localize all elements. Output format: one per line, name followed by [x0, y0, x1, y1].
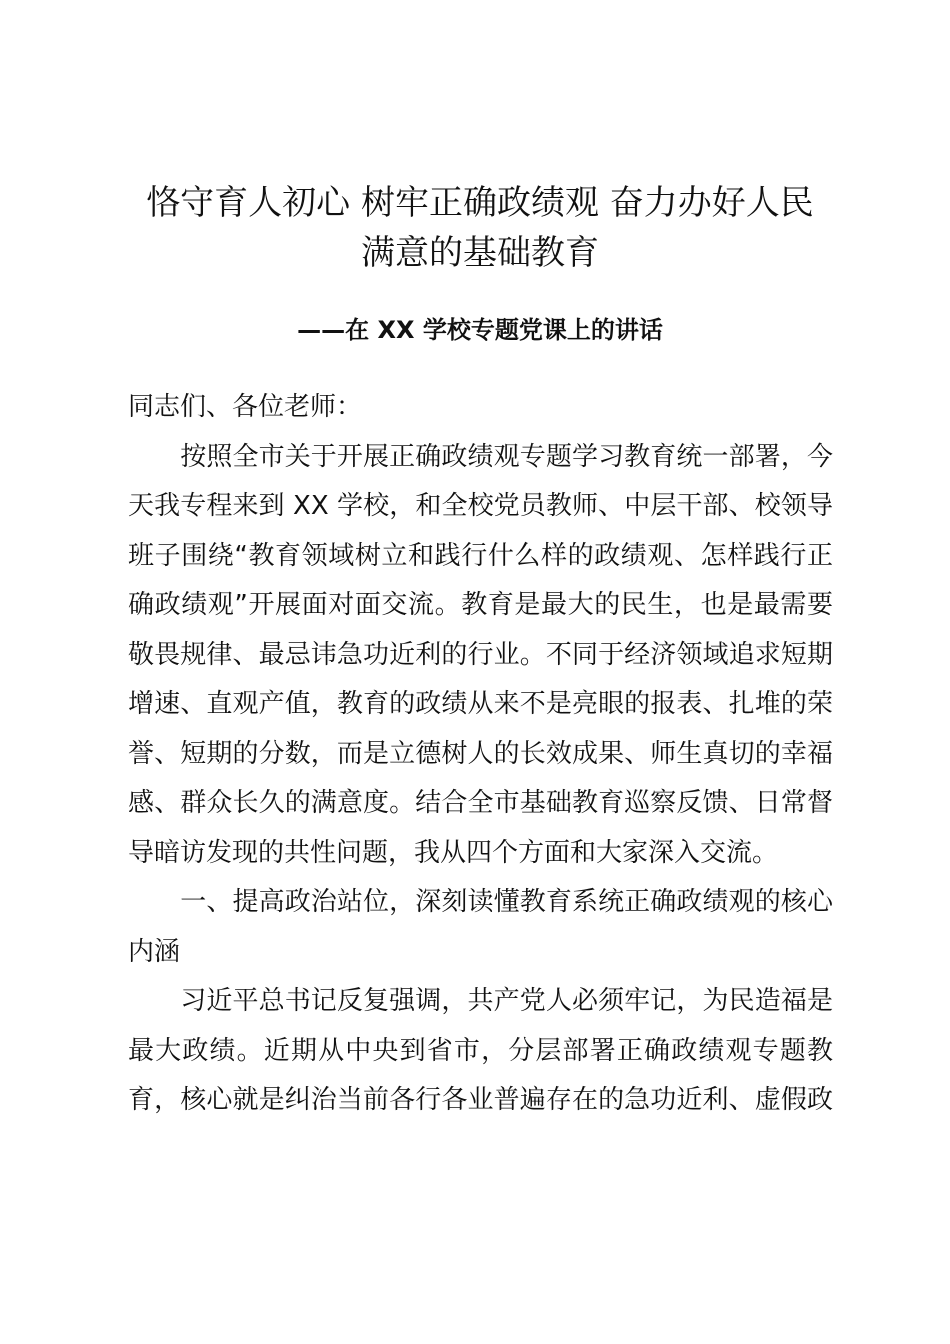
- text-line: 最大政绩。近期从中央到省市，分层部署正确政绩观专题教: [128, 1035, 833, 1066]
- section-heading-1: [128, 878, 833, 977]
- paragraph-section-1: [128, 977, 833, 1126]
- text-line: 感、群众长久的满意度。结合全市基础教育巡察反馈、日常督: [128, 788, 833, 818]
- text-line: 习近平总书记反复强调，共产党人必须牢记，为民造福是: [128, 986, 833, 1016]
- document-body: [128, 383, 833, 1126]
- heading-line: 一、提高政治站位，深刻读懂教育系统正确政绩观的核心: [128, 887, 833, 917]
- text-line: 育，核心就是纠治当前各行各业普遍存在的急功近利、虚假政: [128, 1085, 833, 1115]
- document-title: [128, 178, 832, 278]
- salutation: 同志们、各位老师：: [128, 392, 363, 422]
- text-line: 增速、直观产值，教育的政绩从来不是亮眼的报表、扎堆的荣: [128, 689, 833, 719]
- text-line: 班子围绕“教育领域树立和践行什么样的政绩观、怎样践行正: [128, 540, 833, 571]
- text-line: 敬畏规律、最忌讳急功近利的行业。不同于经济领域追求短期: [128, 639, 833, 670]
- text-line: 导暗访发现的共性问题，我从四个方面和大家深入交流。: [128, 837, 779, 868]
- text-line: 确政绩观”开展面对面交流。教育是最大的民生，也是最需要: [128, 590, 833, 620]
- text-line: 誉、短期的分数，而是立德树人的长效成果、师生真切的幸福: [128, 738, 833, 769]
- title-line: 满意的基础教育: [361, 233, 599, 273]
- title-line: 恪守育人初心 树牢正确政绩观 奋力办好人民: [146, 183, 814, 223]
- document-subtitle: ——在 XX 学校专题党课上的讲话: [297, 316, 663, 344]
- paragraph-intro: [128, 433, 833, 879]
- text-line: 按照全市关于开展正确政绩观专题学习教育统一部署，今: [128, 441, 833, 472]
- text-line: 天我专程来到 XX 学校，和全校党员教师、中层干部、校领导: [128, 491, 833, 521]
- heading-line: 内涵: [128, 936, 181, 967]
